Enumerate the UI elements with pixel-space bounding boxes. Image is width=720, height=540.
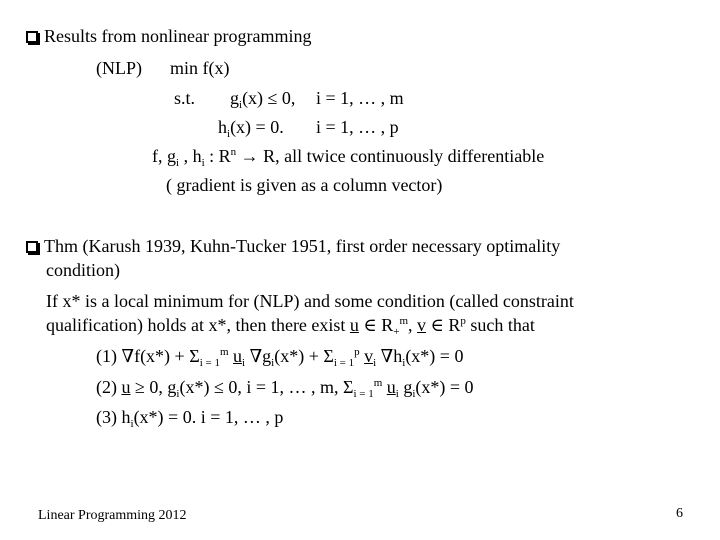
gradient-note: ( gradient is given as a column vector): [166, 175, 443, 195]
kkt-condition-1: (1) $\nabla f(x*) + \Sigma_{i = 1}^m$ $u_i$ $\nabla g_i(x*) + \Sigma_{i = 1}^p$ $v_i$ $\nabla h_i(x*) = 0$: [96, 346, 464, 369]
st-label: s.t.: [174, 88, 196, 108]
theorem-line-2: condition): [46, 260, 120, 280]
checkbox-bullet-icon: [26, 241, 38, 253]
constraint-equality-range: i = 1, … , p: [316, 117, 399, 137]
function-assumption: f, $g_i$ , $h_i$ : $R^n \to R$, all twice continuously differentiable: [152, 146, 545, 169]
section1-heading: Results from nonlinear programming: [26, 25, 311, 47]
page-number: 6: [676, 506, 683, 521]
theorem-line-1: Thm (Karush 1939, Kuhn-Tucker 1951, first order necessary optimality: [26, 235, 560, 257]
theorem-if-line-2: qualification) holds at x*, then there exist u ∈ $R_+^m$, v ∈ $R^p$ such that: [46, 315, 535, 338]
checkbox-bullet-icon: [26, 31, 38, 43]
nlp-label: (NLP): [96, 58, 142, 78]
constraint-equality: $h_i(x) = 0$.: [218, 117, 284, 140]
kkt-condition-2: (2) u ≥ 0, $g_i(x*) \le 0$, i = 1, … , m, $\Sigma_{i = 1}^m$ $u_i$ $g_i(x*) = 0$: [96, 377, 474, 400]
constraint-inequality-range: i = 1, … , m: [316, 88, 404, 108]
kkt-condition-3: (3) $h_i(x*) = 0$. i = 1, … , p: [96, 407, 284, 430]
nlp-objective: min f(x): [170, 58, 230, 78]
constraint-inequality: $g_i(x) \le 0$,: [230, 88, 296, 111]
theorem-if-line-1: If x* is a local minimum for (NLP) and some condition (called constraint: [46, 291, 574, 311]
footer-course: Linear Programming 2012: [38, 508, 187, 523]
